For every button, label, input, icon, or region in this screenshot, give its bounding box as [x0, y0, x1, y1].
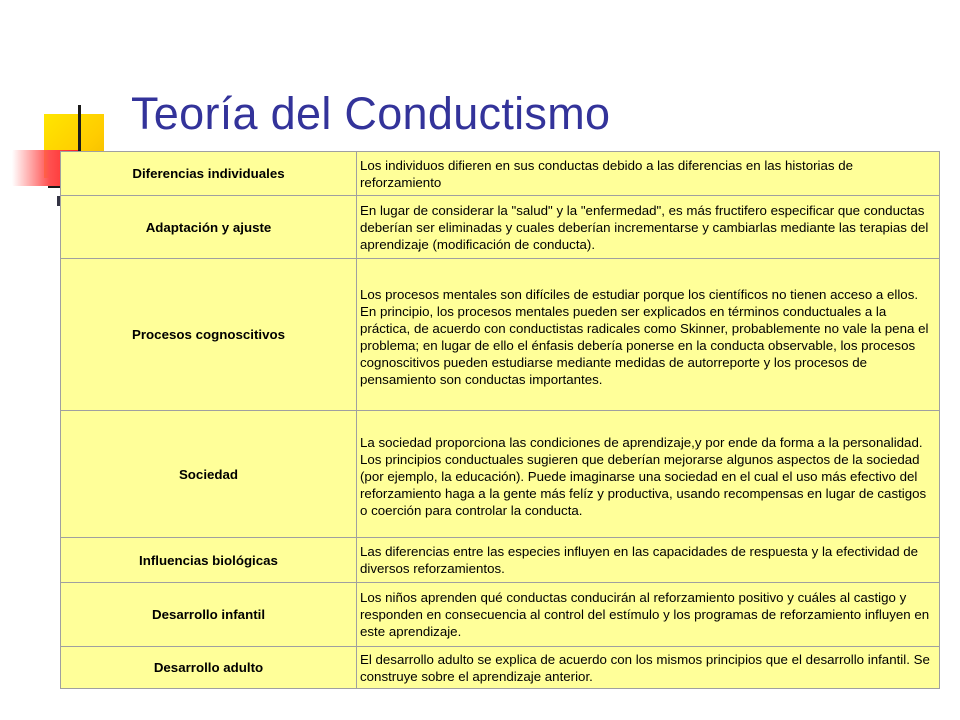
row-label: Desarrollo infantil	[61, 583, 357, 647]
row-description: El desarrollo adulto se explica de acuerdo con los mismos principios que el desarrollo infantil. Se construye sobre el aprendizaje anterior.	[357, 647, 940, 689]
slide-title: Teoría del Conductismo	[131, 88, 611, 139]
table-row	[61, 259, 940, 411]
row-description: Las diferencias entre las especies influyen en las capacidades de respuesta y la efectividad de diversos reforzamientos.	[357, 538, 940, 583]
row-description: Los niños aprenden qué conductas conducirán al reforzamiento positivo y cuáles al castigo y responden en consecuencia al control del estímulo y los programas de reforzamiento influyen en este aprendizaje.	[357, 583, 940, 647]
row-label: Sociedad	[61, 411, 357, 538]
row-label: Adaptación y ajuste	[61, 196, 357, 259]
row-label: Influencias biológicas	[61, 538, 357, 583]
table-row	[61, 583, 940, 647]
table-row	[61, 538, 940, 583]
table-row	[61, 647, 940, 689]
row-description: En lugar de considerar la "salud" y la "enfermedad", es más fructifero especificar que conductas deberían ser eliminadas y cuales deberían incrementarse y cambiarlas mediante las terapias del aprendizaje (modificación de conducta).	[357, 196, 940, 259]
table-row	[61, 196, 940, 259]
table-row	[61, 411, 940, 538]
row-description: Los individuos difieren en sus conductas debido a las diferencias en las historias de reforzamiento	[357, 152, 940, 196]
comparison-table	[60, 151, 940, 689]
row-description: La sociedad proporciona las condiciones de aprendizaje,y por ende da forma a la personalidad. Los principios conductuales sugieren que deberían mejorarse algunos aspectos de la sociedad (por ejemplo, la educación). Puede imaginarse una sociedad en el cual el uso más efectivo del reforzamiento haga a la gente más felíz y productiva, usando recompensas en lugar de castigos o coerción para controlar la conducta.	[357, 411, 940, 538]
row-label: Diferencias individuales	[61, 152, 357, 196]
row-label: Procesos cognoscitivos	[61, 259, 357, 411]
row-description: Los procesos mentales son difíciles de estudiar porque los científicos no tienen acceso a ellos. En principio, los procesos mentales pueden ser explicados en términos conductuales a la práctica, de acuerdo con conductistas radicales como Skinner, probablemente no vale la pena el problema; en lugar de ello el énfasis debería ponerse en la conducta observable, los procesos cognoscitivos pueden estudiarse mediante medidas de autorreporte y los procesos de pensamiento son conductas importantes.	[357, 259, 940, 411]
table-row	[61, 152, 940, 196]
row-label: Desarrollo adulto	[61, 647, 357, 689]
